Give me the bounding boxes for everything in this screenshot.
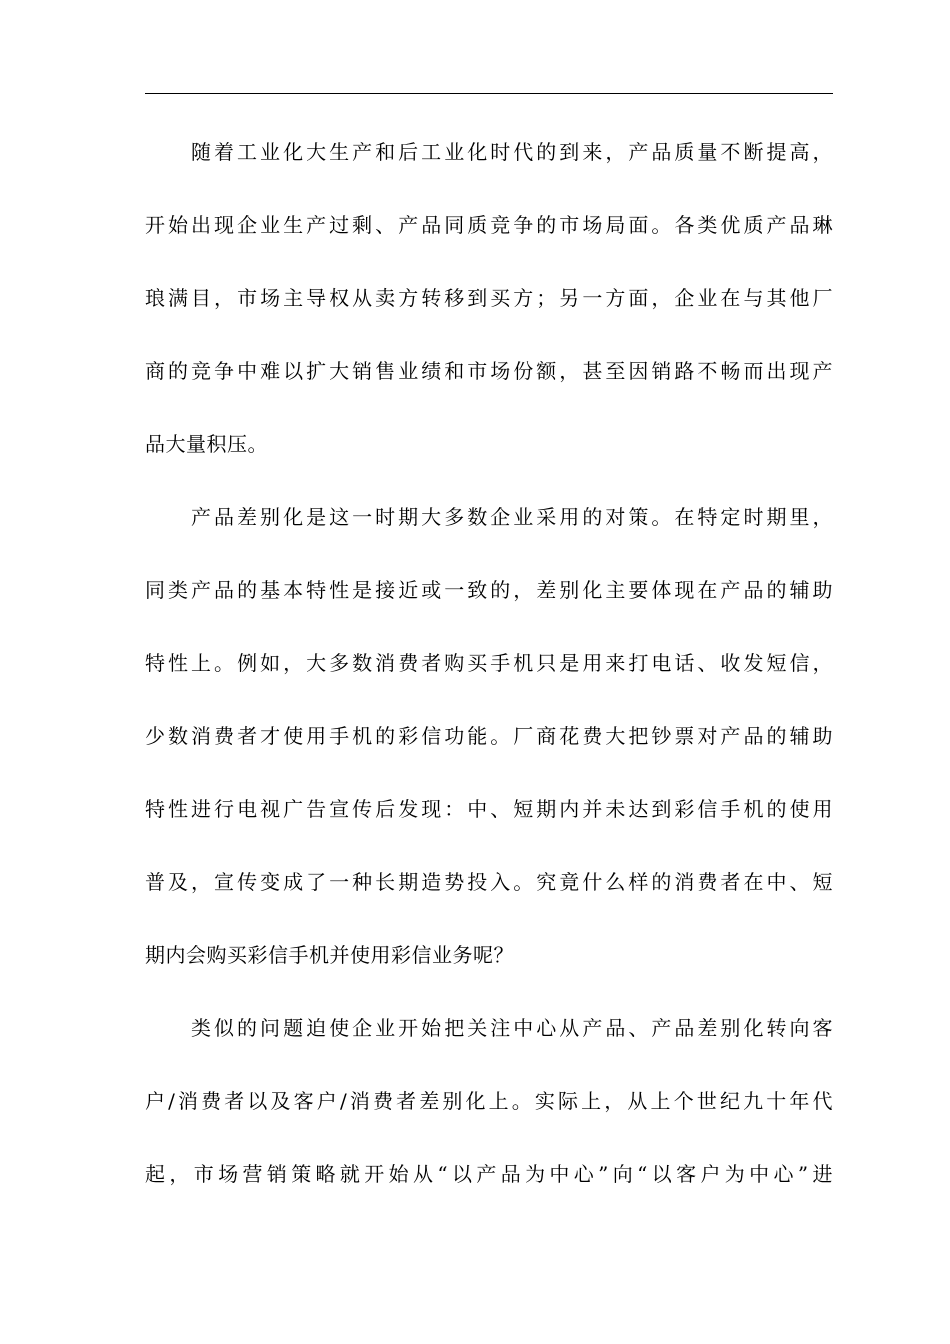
text-line: 起，市场营销策略就开始从“以产品为中心”向“以客户为中心”进: [145, 1162, 833, 1186]
paragraph-1: [145, 116, 833, 481]
header-rule: [145, 93, 833, 94]
text-line: 特性进行电视广告宣传后发现：中、短期内并未达到彩信手机的使用: [145, 797, 833, 821]
paragraph-2: [145, 481, 833, 992]
text-line: 产品差别化是这一时期大多数企业采用的对策。在特定时期里，: [191, 505, 833, 529]
text-line: 品大量积压。: [145, 432, 268, 456]
text-line: 特性上。例如，大多数消费者购买手机只是用来打电话、收发短信，: [145, 651, 833, 675]
text-line: 同类产品的基本特性是接近或一致的，差别化主要体现在产品的辅助: [145, 578, 833, 602]
text-line: 期内会购买彩信手机并使用彩信业务呢？: [145, 943, 514, 967]
body-text: [145, 116, 833, 1211]
text-line: 商的竞争中难以扩大销售业绩和市场份额，甚至因销路不畅而出现产: [145, 359, 833, 383]
text-line: 琅满目，市场主导权从卖方转移到买方；另一方面，企业在与其他厂: [145, 286, 833, 310]
text-line: 少数消费者才使用手机的彩信功能。厂商花费大把钞票对产品的辅助: [145, 724, 833, 748]
text-line: 随着工业化大生产和后工业化时代的到来，产品质量不断提高，: [191, 140, 833, 164]
text-line: 普及，宣传变成了一种长期造势投入。究竟什么样的消费者在中、短: [145, 870, 833, 894]
text-line: 户/消费者以及客户/消费者差别化上。实际上，从上个世纪九十年代: [145, 1089, 833, 1113]
text-line: 开始出现企业生产过剩、产品同质竞争的市场局面。各类优质产品琳: [145, 213, 833, 237]
text-line: 类似的问题迫使企业开始把关注中心从产品、产品差别化转向客: [191, 1016, 833, 1040]
paragraph-3: [145, 992, 833, 1211]
